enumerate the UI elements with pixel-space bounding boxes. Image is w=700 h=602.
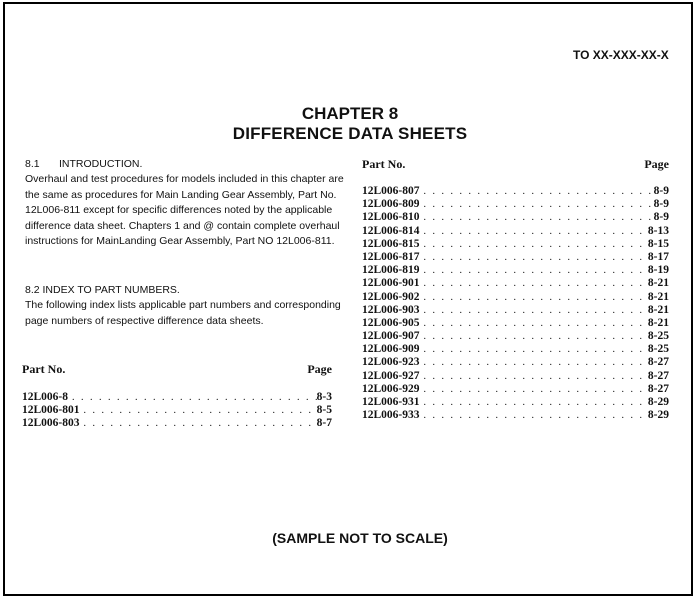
table-row: [362, 238, 669, 251]
part-number: 12L006-929: [362, 382, 420, 395]
page-number: 8-29: [647, 396, 669, 408]
index-body: The following index lists applicable part numbers and corresponding page numbers of respective difference data sheets.: [25, 299, 341, 327]
page-number: 8-27: [647, 356, 669, 369]
part-number: 12L006-909: [362, 343, 420, 356]
introduction-heading: [25, 157, 345, 172]
part-number: 12L006-923: [362, 356, 420, 369]
table-row: [362, 225, 669, 238]
part-number: 12L006-817: [362, 250, 420, 263]
page-number: 8-9: [653, 185, 669, 197]
part-number: 12L006-809: [362, 198, 420, 211]
leader-dots: [420, 305, 648, 316]
column-part-no: Part No.: [362, 157, 406, 171]
page-number: 8-25: [647, 330, 669, 343]
table-row: [362, 198, 669, 211]
leader-dots: [420, 186, 654, 197]
section-number: 8.1: [25, 158, 40, 170]
table-rows: [22, 391, 332, 431]
part-number: 12L006-901: [362, 277, 420, 290]
leader-dots: [420, 371, 648, 382]
table-row: [362, 264, 669, 277]
page-number: 8-9: [653, 198, 669, 211]
leader-dots: [80, 418, 317, 429]
leader-dots: [80, 405, 317, 416]
table-row: [22, 417, 332, 430]
leader-dots: [420, 212, 654, 223]
section-title: INTRODUCTION.: [59, 158, 143, 170]
table-row: [362, 409, 669, 422]
part-number: 12L006-902: [362, 290, 420, 303]
column-page: Page: [307, 362, 332, 376]
leader-dots: [420, 397, 648, 408]
table-row: [362, 291, 669, 304]
table-row: [22, 391, 332, 404]
part-number: 12L006-907: [362, 330, 420, 343]
table-row: [362, 330, 669, 343]
leader-dots: [420, 357, 648, 368]
table-header: [22, 362, 332, 378]
table-row: [362, 396, 669, 409]
table-row: [362, 185, 669, 198]
table-row: [362, 251, 669, 264]
column-part-no: Part No.: [22, 362, 66, 376]
leader-dots: [420, 252, 648, 263]
page-number: 8-19: [647, 264, 669, 277]
part-number: 12L006-810: [362, 211, 420, 224]
sample-note: (SAMPLE NOT TO SCALE): [272, 530, 448, 546]
introduction-section: [25, 157, 345, 250]
part-number: 12L006-801: [22, 404, 80, 417]
introduction-body: Overhaul and test procedures for models included in this chapter are the same as procedures for Main Landing Gear Assembly, Part No. 12L006-811 except for specific differences noted by the applicable difference data sheet. Chapters 1 and @ contain complete overhaul instructions for MainLanding Gear Assembly, Part NO 12L006-811.: [25, 173, 344, 248]
table-row: [362, 383, 669, 396]
page-number: 8-21: [647, 277, 669, 290]
page-number: 8-25: [647, 343, 669, 356]
leader-dots: [420, 278, 648, 289]
table-row: [362, 343, 669, 356]
leader-dots: [420, 344, 648, 355]
chapter-subtitle: DIFFERENCE DATA SHEETS: [232, 124, 468, 143]
page-number: 8-9: [653, 211, 669, 224]
chapter-title: CHAPTER 8: [301, 104, 399, 123]
part-index-table-left: [22, 362, 332, 431]
document-number: TO XX-XXX-XX-X: [573, 48, 669, 62]
leader-dots: [420, 226, 648, 237]
table-row: [362, 277, 669, 290]
page-number: 8-15: [647, 237, 669, 250]
part-number: 12L006-814: [362, 224, 420, 237]
page-number: 8-17: [647, 250, 669, 263]
page-number: 8-21: [647, 290, 669, 303]
table-row: [362, 370, 669, 383]
part-number: 12L006-905: [362, 316, 420, 329]
part-number: 12L006-927: [362, 369, 420, 382]
table-row: [362, 211, 669, 224]
table-rows: [362, 185, 669, 422]
table-row: [362, 317, 669, 330]
part-number: 12L006-803: [22, 417, 80, 430]
leader-dots: [420, 384, 648, 395]
page-number: 8-27: [647, 369, 669, 382]
leader-dots: [420, 331, 648, 342]
table-row: [362, 304, 669, 317]
part-number: 12L006-819: [362, 264, 420, 277]
page-number: 8-5: [316, 404, 332, 417]
page-number: 8-27: [647, 382, 669, 395]
page-number: 8-3: [316, 391, 332, 403]
part-number: 12L006-807: [362, 185, 420, 197]
part-number: 12L006-933: [362, 409, 420, 422]
table-row: [22, 404, 332, 417]
page-number: 8-21: [647, 303, 669, 316]
part-number: 12L006-815: [362, 237, 420, 250]
leader-dots: [420, 318, 648, 329]
leader-dots: [420, 199, 654, 210]
part-index-table-right: [362, 157, 669, 422]
index-heading: 8.2 INDEX TO PART NUMBERS.: [25, 284, 180, 296]
table-header: [362, 157, 669, 173]
leader-dots: [420, 239, 648, 250]
part-number: 12L006-903: [362, 303, 420, 316]
leader-dots: [420, 410, 648, 421]
table-row: [362, 356, 669, 369]
page-number: 8-7: [316, 417, 332, 430]
leader-dots: [68, 392, 317, 403]
part-number: 12L006-931: [362, 396, 420, 408]
page-number: 8-29: [647, 409, 669, 422]
page-number: 8-13: [647, 224, 669, 237]
leader-dots: [420, 292, 648, 303]
part-number: 12L006-8: [22, 391, 68, 403]
page-number: 8-21: [647, 316, 669, 329]
leader-dots: [420, 265, 648, 276]
index-section: [25, 283, 345, 329]
column-page: Page: [644, 157, 669, 171]
